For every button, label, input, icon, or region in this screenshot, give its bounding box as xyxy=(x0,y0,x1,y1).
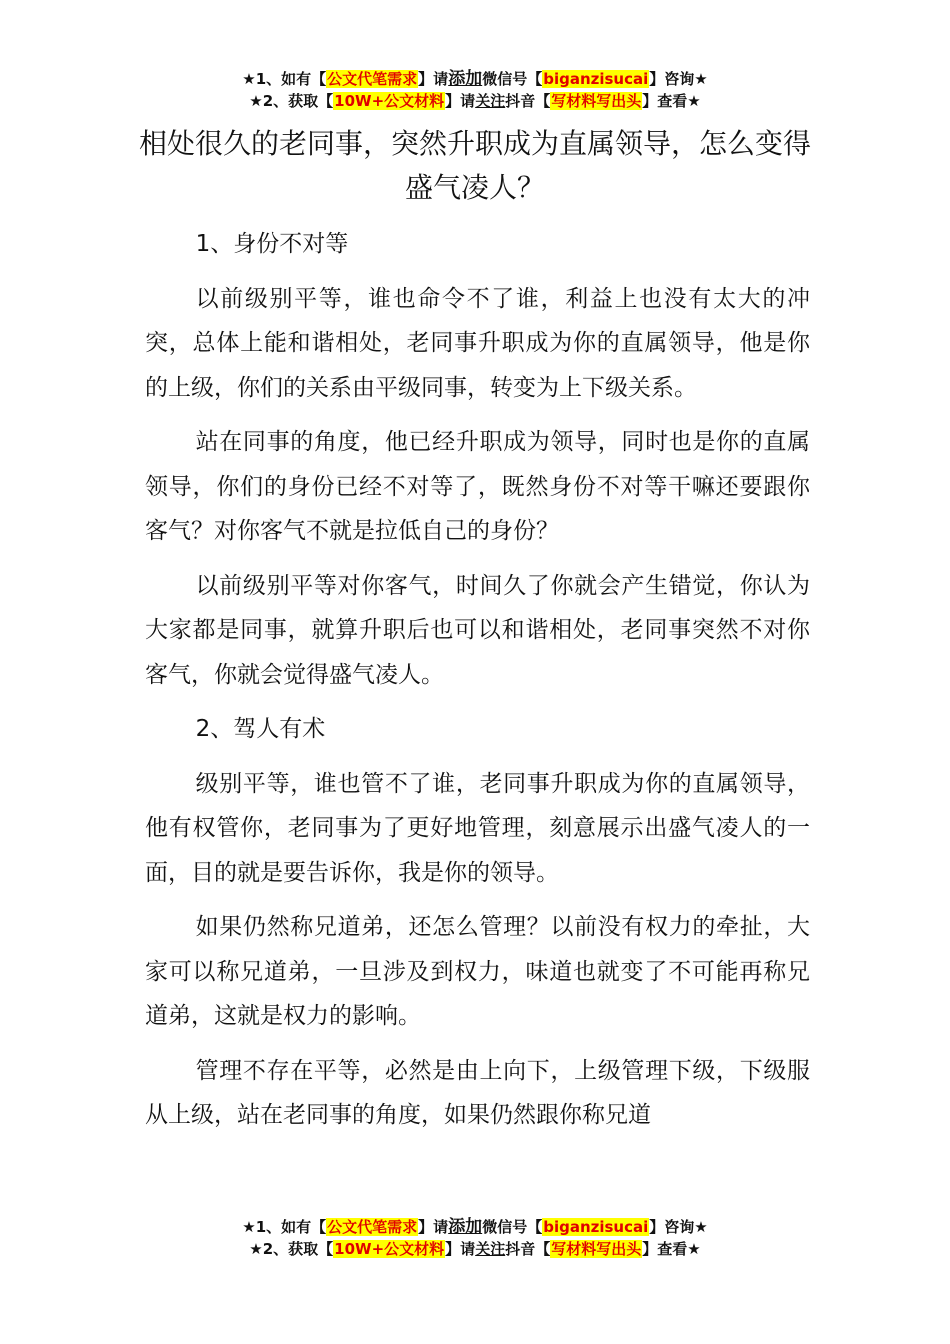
banner-text: 微信号【 xyxy=(482,70,543,88)
star-icon: ★ xyxy=(242,70,256,88)
header-banner xyxy=(0,68,950,112)
banner-text: 2、获取【 xyxy=(262,92,334,110)
paragraph: 以前级别平等对你客气，时间久了你就会产生错觉，你认为大家都是同事，就算升职后也可以和谐相处，老同事突然不对你客气，你就会觉得盛气凌人。 xyxy=(145,572,810,688)
star-icon: ★ xyxy=(687,92,701,110)
highlight-wechat-id: biganzisucai xyxy=(543,1218,649,1236)
highlight-writing-service: 公文代笔需求 xyxy=(327,1218,418,1236)
banner-emphasis-add: 添加 xyxy=(448,69,483,89)
paragraph: 如果仍然称兄道弟，还怎么管理？以前没有权力的牵扯，大家可以称兄道弟，一旦涉及到权力，味道也就变了不可能再称兄道弟，这就是权力的影响。 xyxy=(145,914,810,1029)
banner-text: 】咨询 xyxy=(649,1218,695,1236)
star-icon: ★ xyxy=(242,1218,256,1236)
banner-text: 】请 xyxy=(445,1240,476,1258)
footer-banner xyxy=(0,1216,950,1260)
paragraph: 以前级别平等，谁也命令不了谁，利益上也没有太大的冲突，总体上能和谐相处，老同事升职成为你的直属领导，他是你的上级，你们的关系由平级同事，转变为上下级关系。 xyxy=(145,285,810,401)
banner-text: 】查看 xyxy=(642,92,688,110)
banner-text: 抖音【 xyxy=(505,92,551,110)
section-heading: 1、身份不对等 xyxy=(195,231,349,257)
highlight-writing-service: 公文代笔需求 xyxy=(327,70,418,88)
banner-text: 】查看 xyxy=(642,1240,688,1258)
star-icon: ★ xyxy=(249,1240,263,1258)
highlight-materials: 10W+公文材料 xyxy=(334,1240,445,1258)
star-icon: ★ xyxy=(694,1218,708,1236)
banner-text: 】请 xyxy=(445,92,476,110)
highlight-douyin-account: 写材料写出头 xyxy=(551,1240,642,1258)
banner-line-2 xyxy=(0,1238,950,1260)
banner-text: 】请 xyxy=(418,1218,449,1236)
star-icon: ★ xyxy=(249,92,263,110)
highlight-douyin-account: 写材料写出头 xyxy=(551,92,642,110)
banner-text: 】请 xyxy=(418,70,449,88)
banner-line-2 xyxy=(0,90,950,112)
banner-line-1 xyxy=(0,1216,950,1238)
paragraph: 站在同事的角度，他已经升职成为领导，同时也是你的直属领导，你们的身份已经不对等了，既然身份不对等干嘛还要跟你客气？对你客气不就是拉低自己的身份？ xyxy=(145,429,810,544)
banner-emphasis-add: 添加 xyxy=(448,1217,483,1237)
paragraph: 级别平等，谁也管不了谁，老同事升职成为你的直属领导，他有权管你，老同事为了更好地管理，刻意展示出盛气凌人的一面，目的就是要告诉你，我是你的领导。 xyxy=(145,770,810,886)
document-body xyxy=(145,222,810,1148)
paragraph: 管理不存在平等，必然是由上向下，上级管理下级，下级服从上级，站在老同事的角度，如果仍然跟你称兄道 xyxy=(145,1057,810,1128)
highlight-materials: 10W+公文材料 xyxy=(334,92,445,110)
section-heading: 2、驾人有术 xyxy=(195,716,326,742)
banner-line-1 xyxy=(0,68,950,90)
banner-emphasis-follow: 关注 xyxy=(475,1240,506,1258)
banner-text: 】咨询 xyxy=(649,70,695,88)
document-title: 相处很久的老同事，突然升职成为直属领导，怎么变得盛气凌人？ xyxy=(138,127,811,204)
star-icon: ★ xyxy=(687,1240,701,1258)
banner-text: 1、如有【 xyxy=(255,70,327,88)
banner-text: 抖音【 xyxy=(505,1240,551,1258)
banner-text: 2、获取【 xyxy=(262,1240,334,1258)
banner-emphasis-follow: 关注 xyxy=(475,92,506,110)
highlight-wechat-id: biganzisucai xyxy=(543,70,649,88)
banner-text: 1、如有【 xyxy=(255,1218,327,1236)
banner-text: 微信号【 xyxy=(482,1218,543,1236)
star-icon: ★ xyxy=(694,70,708,88)
